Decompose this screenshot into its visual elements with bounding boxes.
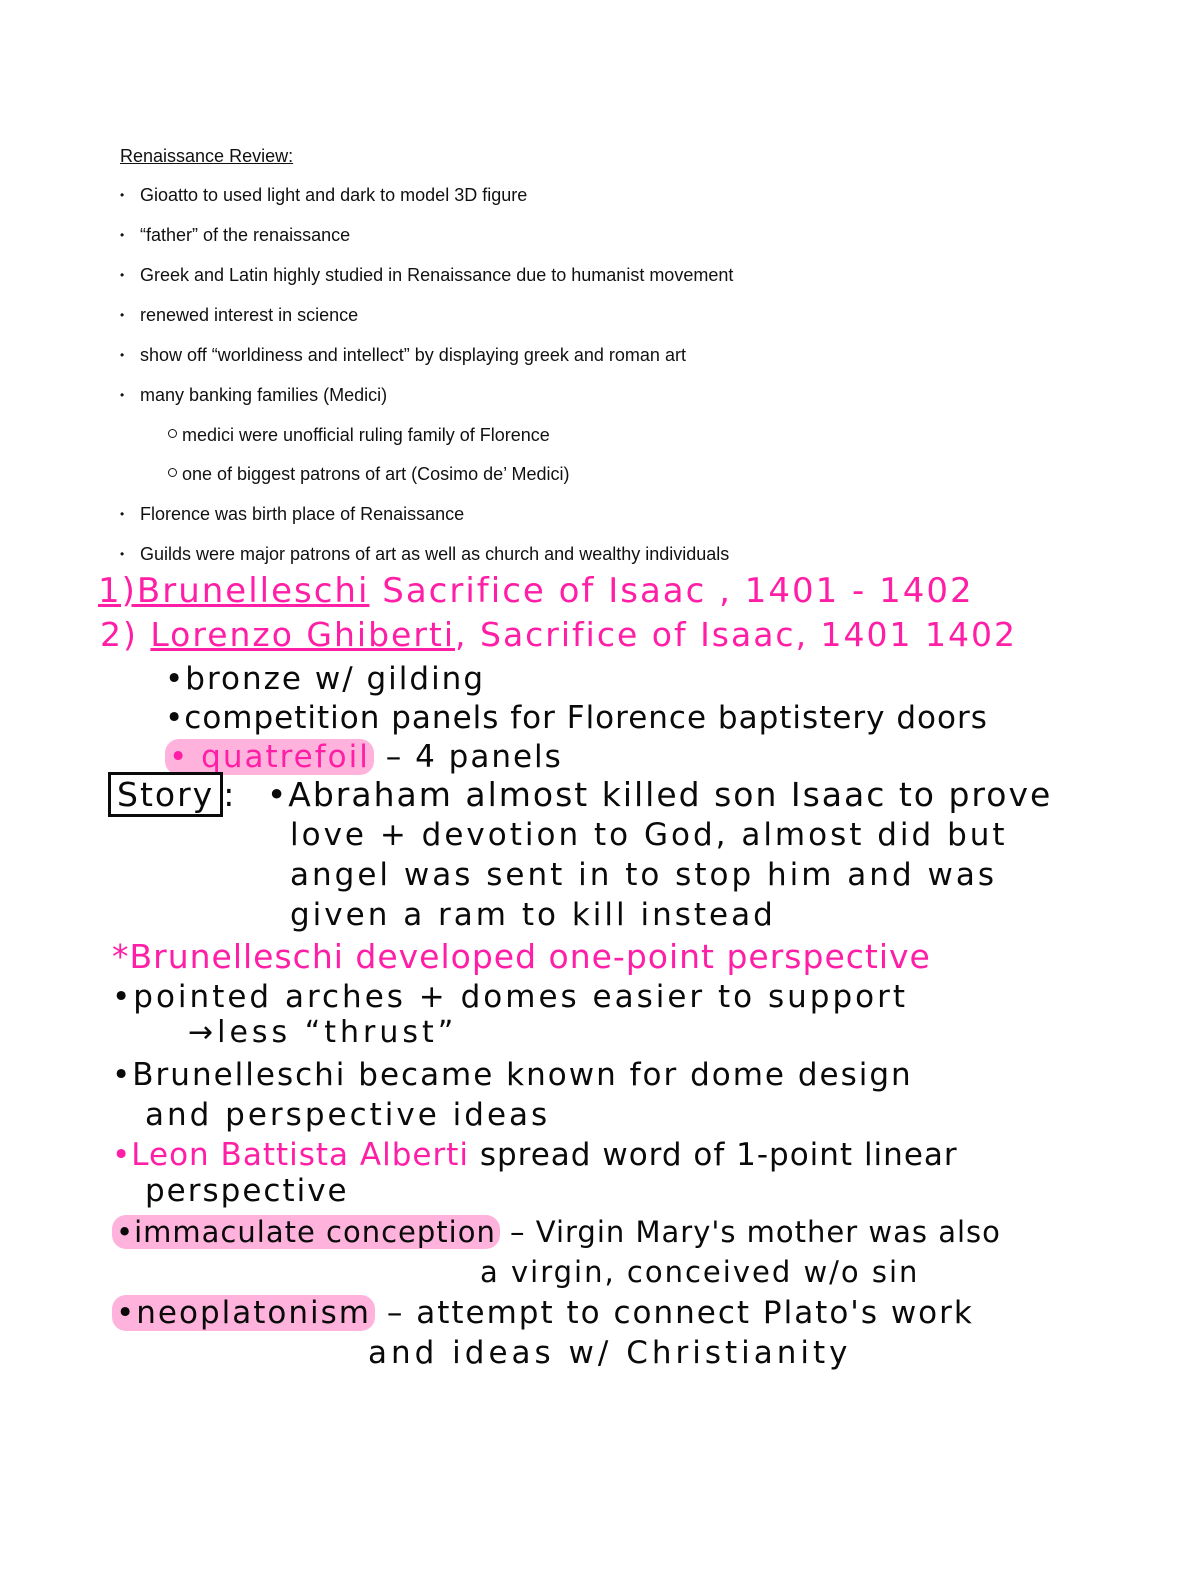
note-competition: •competition panels for Florence baptistery doors [165,700,988,736]
bullet-icon: • [120,547,125,561]
note-line-ghiberti: 2) Lorenzo Ghiberti, Sacrifice of Isaac, 1401 1402 [100,615,1018,654]
bullet-icon: • [120,268,125,282]
note-dome: •Brunelleschi became known for dome design [112,1057,913,1093]
story-label: Story [108,772,223,817]
list-item: • many banking families (Medici) [120,385,388,405]
note-story-4: given a ram to kill instead [290,897,776,933]
bullet-icon: • [120,348,125,362]
list-item: • Guilds were major patrons of art as well as church and wealthy individuals [120,544,730,564]
list-item: • show off “worldiness and intellect” by displaying greek and roman art [120,345,686,365]
note-story-2: love + devotion to God, almost did but [290,817,1008,853]
note-dome-2: and perspective ideas [145,1097,551,1133]
note-neoplatonism: •neoplatonism – attempt to connect Plato's work [112,1298,974,1329]
note-immaculate-2: a virgin, conceived w/o sin [480,1255,920,1289]
note-quatrefoil: • quatrefoil – 4 panels [165,742,563,773]
list-item: • Gioatto to used light and dark to model 3D figure [120,185,528,205]
note-bronze: •bronze w/ gilding [165,661,486,697]
list-item: • renewed interest in science [120,305,359,325]
bullet-icon: • [120,388,125,402]
circle-bullet-icon [168,429,177,438]
bullet-icon: • [120,308,125,322]
note-perspective: *Brunelleschi developed one-point perspective [112,937,931,976]
bullet-icon: • [120,228,125,242]
page-title: Renaissance Review: [120,146,294,166]
note-alberti-2: perspective [145,1173,349,1209]
note-arches: •pointed arches + domes easier to support [112,979,909,1015]
bullet-icon: • [120,507,125,521]
note-story-1: Story : •Abraham almost killed son Isaac to prove [108,778,1052,811]
list-item: • Greek and Latin highly studied in Renaissance due to humanist movement [120,265,734,285]
note-line-brunelleschi: 1)Brunelleschi Sacrifice of Isaac , 1401 - 1402 [98,571,974,611]
sub-list-item: medici were unofficial ruling family of Florence [168,425,550,446]
note-thrust: →less “thrust” [188,1015,458,1050]
circle-bullet-icon [168,468,177,477]
list-item: • Florence was birth place of Renaissance [120,504,465,524]
list-item: • “father” of the renaissance [120,225,351,245]
note-neoplatonism-2: and ideas w/ Christianity [368,1335,852,1371]
sub-list-item: one of biggest patrons of art (Cosimo de’ Medici) [168,464,570,485]
note-story-3: angel was sent in to stop him and was [290,857,997,893]
bullet-icon: • [120,188,125,202]
note-immaculate: •immaculate conception – Virgin Mary's mother was also [112,1218,1001,1247]
note-alberti: •Leon Battista Alberti spread word of 1-point linear [112,1137,958,1173]
